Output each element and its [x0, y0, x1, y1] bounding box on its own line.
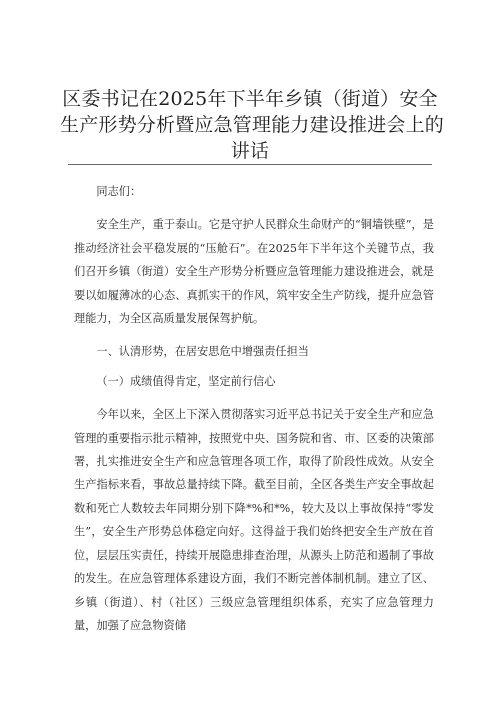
salutation: 同志们： [96, 185, 142, 198]
intro-paragraph: 安全生产，重于泰山。它是守护人民群众生命财产的“铜墙铁壁”，是推动经济社会平稳发展的“压舱石”。在2025年下半年这个关键节点，我们召开乡镇（街道）安全生产形势分析暨应急管理能力建设推进会，就是要以如履薄冰的心态、真抓实干的作风，筑牢安全生产防线，提升应急管理能力，为全区高质量发展保驾护航。 [74, 218, 434, 326]
title-line-2: 生产形势分析暨应急管理能力建设推进会上的 [60, 114, 445, 136]
title-divider [68, 164, 432, 165]
document-body [74, 180, 434, 637]
document-title [60, 86, 445, 164]
title-line-3: 讲话 [230, 140, 270, 162]
body-paragraph: 今年以来，全区上下深入贯彻落实习近平总书记关于安全生产和应急管理的重要指示批示精神，按照党中央、国务院和省、市、区委的决策部署，扎实推进安全生产和应急管理各项工作，取得了阶段性成效。从安全生产指标来看，事故总量持续下降。截至目前，全区各类生产安全事故起数和死亡人数较去年同期分别下降*%和*%，较大及以上事故保持“零发生”，安全生产形势总体稳定向好。这得益于我们始终把安全生产放在首位，层层压实责任，持续开展隐患排查治理，从源头上防范和遏制了事故的发生。在应急管理体系建设方面，我们不断完善体制机制。建立了区、乡镇（街道）、村（社区）三级应急管理组织体系，充实了应急管理力量，加强了应急物资储 [74, 408, 434, 632]
section-heading: 一、认清形势，在居安思危中增强责任担当 [96, 345, 309, 359]
subsection-heading: （一）成绩值得肯定，坚定前行信心 [96, 374, 276, 388]
title-line-1: 区委书记在2025年下半年乡镇（街道）安全 [62, 88, 438, 110]
